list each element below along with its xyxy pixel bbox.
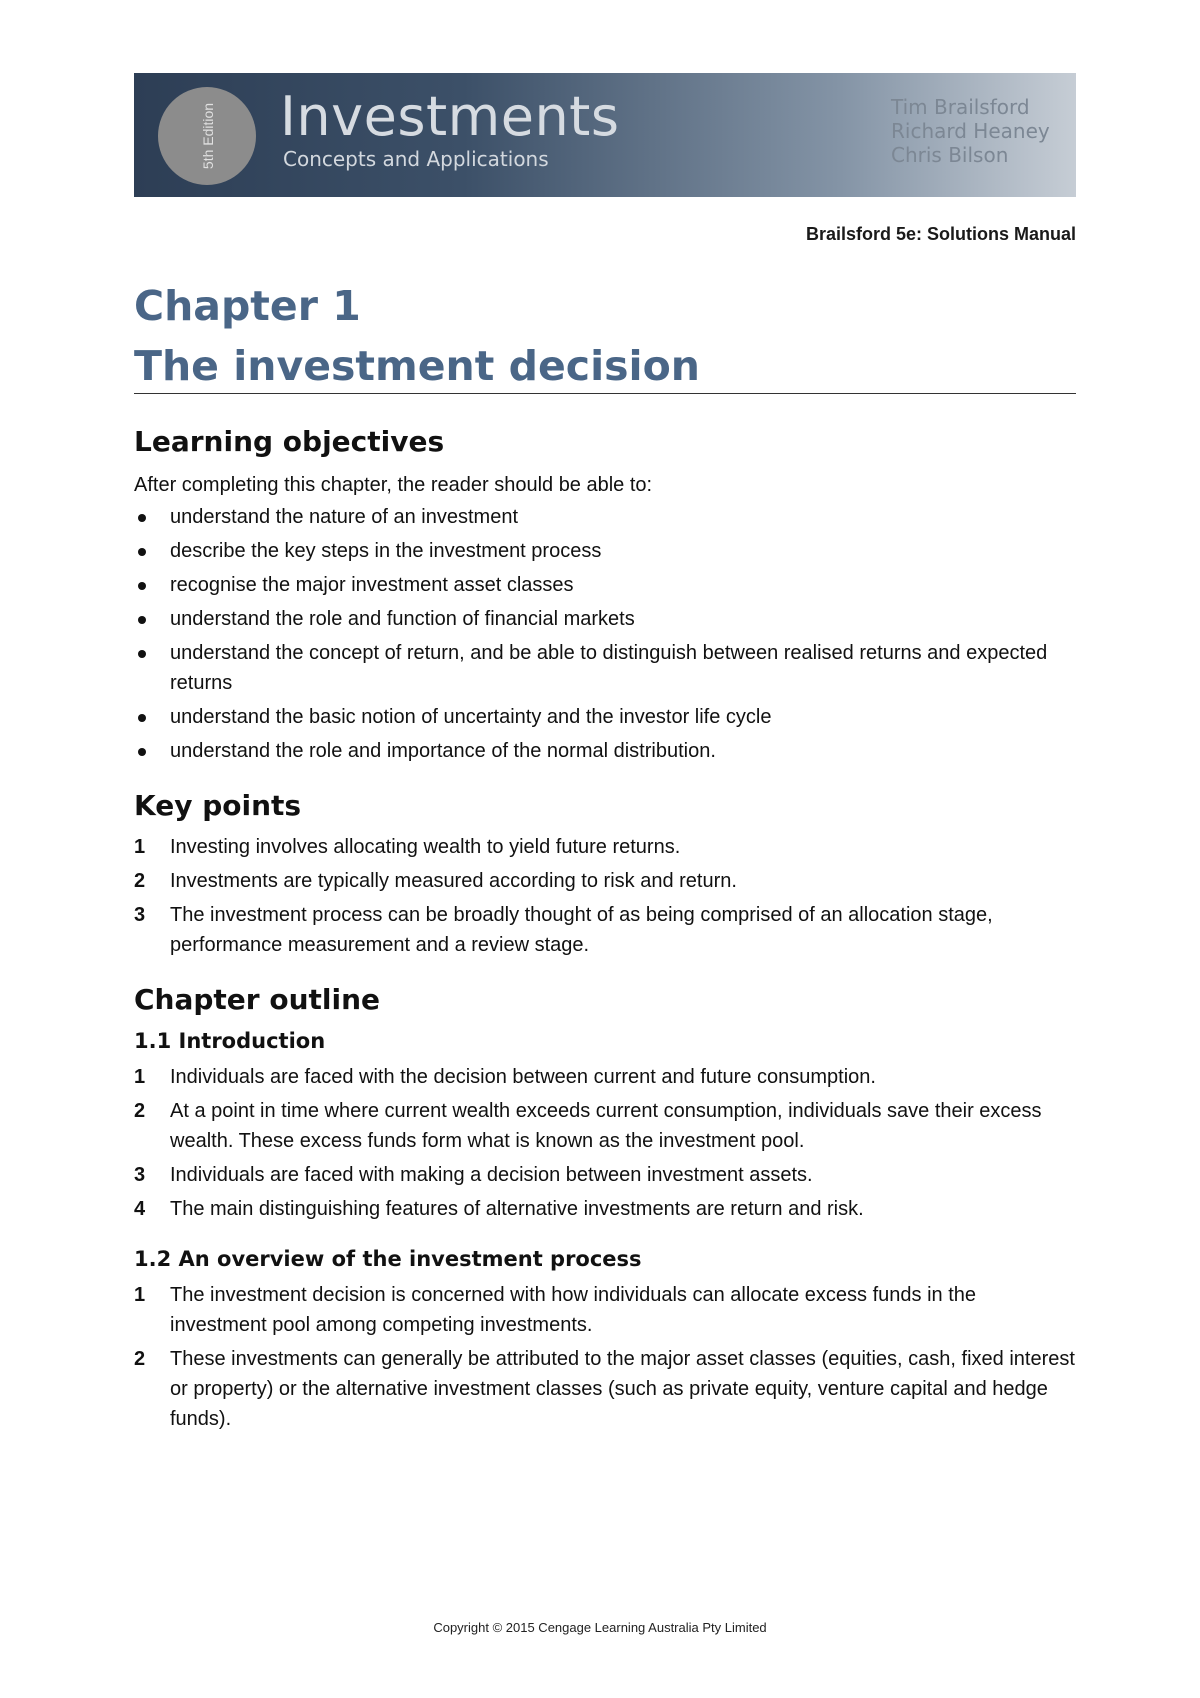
item-number: 4: [134, 1198, 146, 1220]
chapter-outline-heading: Chapter outline: [134, 983, 381, 1016]
section-heading: 1.1 Introduction: [134, 1029, 326, 1053]
item-number: 2: [134, 870, 146, 892]
key-points-list: [134, 832, 1076, 960]
item-text: Individuals are faced with the decision between current and future consumption.: [170, 1066, 876, 1088]
item-number: 1: [134, 1066, 146, 1088]
item-number: 2: [134, 1348, 146, 1370]
copyright-footer: Copyright © 2015 Cengage Learning Australia Pty Limited: [433, 1620, 767, 1635]
list-item: understand the role and function of financial markets: [134, 604, 1076, 634]
item-text: Individuals are faced with making a decision between investment assets.: [170, 1164, 813, 1186]
item-text: Investments are typically measured according to risk and return.: [170, 870, 737, 892]
chapter-title: [134, 276, 1076, 396]
item-number: 3: [134, 1164, 146, 1186]
running-header: Brailsford 5e: Solutions Manual: [805, 224, 1076, 244]
edition-badge: [158, 87, 256, 185]
title-divider: [134, 393, 1076, 394]
list-item: [134, 832, 1076, 862]
list-item: understand the basic notion of uncertainty and the investor life cycle: [134, 702, 1076, 732]
book-subtitle: Concepts and Applications: [283, 147, 549, 171]
item-number: 1: [134, 836, 146, 858]
section-list: [134, 1062, 1076, 1224]
learning-objectives-list: [134, 502, 1076, 766]
list-item: [134, 1344, 1076, 1434]
item-number: 3: [134, 904, 146, 926]
learning-objectives-intro: After completing this chapter, the reader should be able to:: [134, 474, 653, 496]
item-text: At a point in time where current wealth exceeds current consumption, individuals save their excess wealth. These excess funds form what is known as the investment pool.: [170, 1100, 1042, 1152]
list-item: understand the nature of an investment: [134, 502, 1076, 532]
list-item: [134, 866, 1076, 896]
item-text: The investment process can be broadly thought of as being comprised of an allocation stage, performance measurement and a review stage.: [170, 904, 993, 956]
item-text: Investing involves allocating wealth to yield future returns.: [170, 836, 681, 858]
book-banner: [134, 73, 1076, 197]
list-item: describe the key steps in the investment process: [134, 536, 1076, 566]
section-heading: 1.2 An overview of the investment process: [134, 1247, 642, 1271]
author-list: [891, 95, 1050, 167]
key-points-heading: Key points: [134, 789, 302, 822]
list-item: [134, 1096, 1076, 1156]
list-item: [134, 900, 1076, 960]
item-number: 1: [134, 1284, 146, 1306]
list-item: recognise the major investment asset classes: [134, 570, 1076, 600]
author-name: Chris Bilson: [891, 143, 1009, 167]
chapter-name: The investment decision: [134, 342, 700, 390]
edition-label: 5th Edition: [200, 102, 216, 170]
book-title: Investments: [280, 85, 620, 148]
author-name: Tim Brailsford: [891, 95, 1030, 119]
list-item: [134, 1062, 1076, 1092]
list-item: understand the concept of return, and be able to distinguish between realised returns and expected returns: [134, 638, 1076, 698]
item-text: The main distinguishing features of alternative investments are return and risk.: [170, 1198, 864, 1220]
item-text: The investment decision is concerned with how individuals can allocate excess funds in the investment pool among competing investments.: [170, 1284, 976, 1336]
chapter-number: Chapter 1: [134, 282, 361, 330]
section-list: [134, 1280, 1076, 1434]
list-item: [134, 1194, 1076, 1224]
item-number: 2: [134, 1100, 146, 1122]
learning-objectives-heading: Learning objectives: [134, 425, 445, 458]
list-item: [134, 1160, 1076, 1190]
list-item: understand the role and importance of the normal distribution.: [134, 736, 1076, 766]
main-content: [134, 422, 1076, 1438]
list-item: [134, 1280, 1076, 1340]
author-name: Richard Heaney: [891, 119, 1050, 143]
item-text: These investments can generally be attributed to the major asset classes (equities, cash, fixed interest or property) or the alternative investment classes (such as private equity, venture capital and hedge funds).: [170, 1348, 1075, 1430]
